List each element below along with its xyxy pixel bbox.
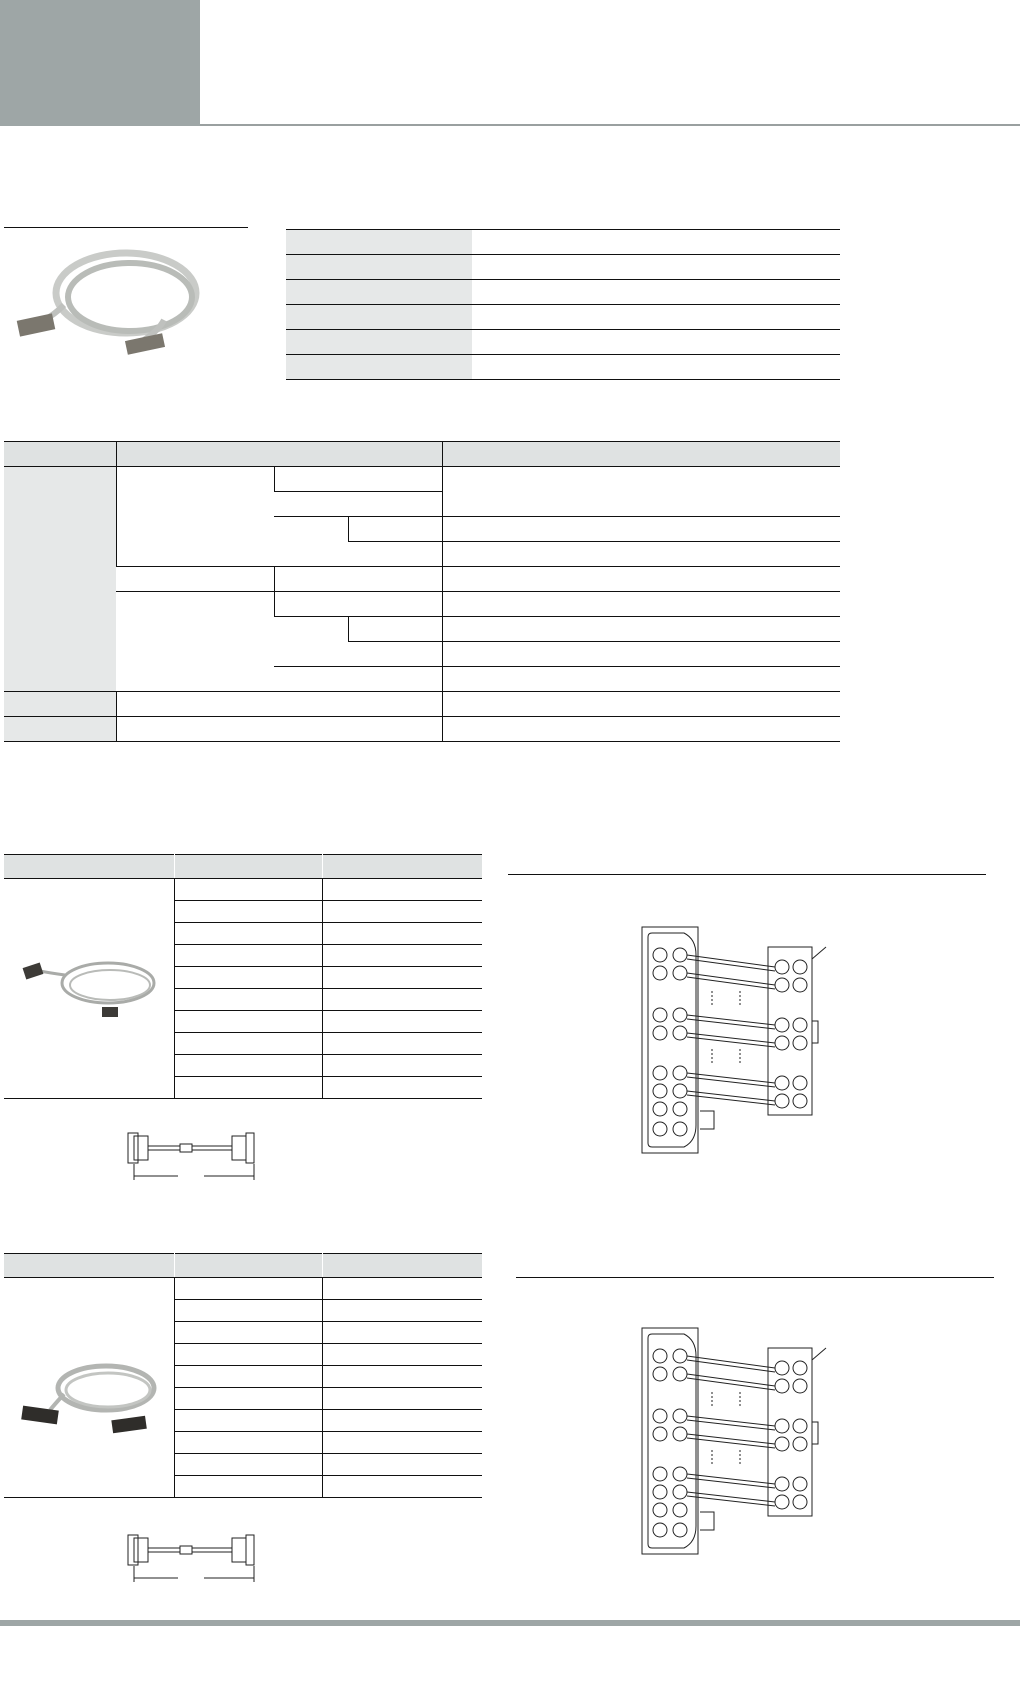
pin-circle (673, 1467, 687, 1481)
table-row (4, 1278, 482, 1300)
pin-circle (673, 966, 687, 980)
pin-circle (793, 1437, 807, 1451)
length-cell (322, 1476, 482, 1498)
dsub-shell (648, 1334, 696, 1548)
pin-circle (793, 978, 807, 992)
pin-circle (793, 1094, 807, 1108)
length-cell (322, 1278, 482, 1300)
table-row (4, 879, 482, 901)
pin-circle (673, 1122, 687, 1136)
model-cell (174, 1432, 322, 1454)
length-cell (322, 1454, 482, 1476)
model-cell (174, 879, 322, 901)
model-cell (174, 1366, 322, 1388)
pin-circle (793, 1361, 807, 1375)
header-cell (174, 855, 322, 879)
table-row (4, 567, 840, 592)
length-cell (322, 879, 482, 901)
pin-circle (653, 1367, 667, 1381)
model-cell (174, 901, 322, 923)
pin-circle (653, 1349, 667, 1363)
pin-circle (775, 1361, 789, 1375)
length-cell (322, 1410, 482, 1432)
pin1-indicator (812, 947, 826, 959)
spec-key-cell (286, 330, 472, 355)
pin-circle (653, 1102, 667, 1116)
dimension-drawing-1 (120, 1128, 270, 1188)
spec-key-cell (286, 305, 472, 330)
cable-photo-model-2 (20, 1358, 160, 1438)
pin-circle (673, 1409, 687, 1423)
model-cell (174, 967, 322, 989)
pin-circle (793, 1036, 807, 1050)
spec-key-cell (286, 280, 472, 305)
spec-row (286, 355, 840, 380)
pin-circle (775, 1437, 789, 1451)
pin-circle (793, 1495, 807, 1509)
header-cell (4, 855, 174, 879)
pin-circle (775, 1094, 789, 1108)
wiring-section-rule-1 (508, 874, 986, 875)
model-cell (174, 1011, 322, 1033)
model-cell (174, 1077, 322, 1099)
length-cell (322, 1366, 482, 1388)
spec-row (286, 230, 840, 255)
spec-value-cell (472, 230, 840, 255)
pin-circle (793, 1379, 807, 1393)
pin-circle (673, 1084, 687, 1098)
length-cell (322, 1300, 482, 1322)
pin-circle (775, 978, 789, 992)
length-cell (322, 989, 482, 1011)
spec-row (286, 255, 840, 280)
model-cell (174, 989, 322, 1011)
dsub-connector-outline (642, 927, 698, 1153)
pin-circle (793, 960, 807, 974)
model-cell (174, 1344, 322, 1366)
spec-value-cell (472, 330, 840, 355)
model-table-header (4, 1254, 482, 1278)
pin-circle (673, 1026, 687, 1040)
model-cell (174, 1410, 322, 1432)
spec-key-cell (286, 255, 472, 280)
header-cell (322, 855, 482, 879)
spec-value-cell (472, 355, 840, 380)
pin-circle (775, 960, 789, 974)
pin-circle (673, 1523, 687, 1537)
table-row (4, 692, 840, 717)
model-cell (174, 1476, 322, 1498)
header-key (812, 1422, 818, 1444)
pin-circle (775, 1419, 789, 1433)
cable-photo-model-1 (20, 955, 160, 1025)
dsub-connector-outline (642, 1328, 698, 1554)
pin-circle (775, 1036, 789, 1050)
pin-circle (653, 966, 667, 980)
pin-circle (653, 1008, 667, 1022)
length-cell (322, 1344, 482, 1366)
dimension-drawing-2 (120, 1530, 270, 1590)
header-color-block (0, 0, 200, 126)
pin-circle (775, 1379, 789, 1393)
specification-composite-table (4, 441, 840, 742)
header-cell (4, 1254, 174, 1278)
length-cell (322, 1322, 482, 1344)
pin-circle (775, 1495, 789, 1509)
spec-value-cell (472, 255, 840, 280)
pin-circle (653, 1066, 667, 1080)
length-cell (322, 967, 482, 989)
pin-circle (653, 1427, 667, 1441)
length-cell (322, 1055, 482, 1077)
spec-key-cell (286, 355, 472, 380)
pin-circle (673, 1349, 687, 1363)
model-cell (174, 1033, 322, 1055)
shield-bracket (700, 1512, 714, 1530)
length-cell (322, 901, 482, 923)
pin-circle (775, 1477, 789, 1491)
pin-circle (793, 1076, 807, 1090)
pin-circle (653, 1485, 667, 1499)
pin-circle (775, 1018, 789, 1032)
spec-row (286, 280, 840, 305)
footer-rule (0, 1620, 1020, 1626)
pin1-indicator (812, 1348, 826, 1360)
spec-value-cell (472, 305, 840, 330)
pin-circle (673, 1485, 687, 1499)
model-cell (174, 1454, 322, 1476)
model-cell (174, 1322, 322, 1344)
model-cell (174, 945, 322, 967)
pin-circle (673, 1066, 687, 1080)
composite-table-header (4, 442, 840, 467)
pin-circle (653, 1122, 667, 1136)
specifications-table (286, 229, 840, 380)
pin-circle (653, 1503, 667, 1517)
pin-circle (653, 948, 667, 962)
pin-circle (653, 1084, 667, 1098)
cable-photo-large (14, 245, 204, 365)
spec-value-cell (472, 280, 840, 305)
pin-circle (673, 1008, 687, 1022)
table-row (4, 592, 840, 617)
spec-row (286, 330, 840, 355)
pin-circle (793, 1018, 807, 1032)
dsub-shell (648, 933, 696, 1147)
header-key (812, 1021, 818, 1043)
model-cell (174, 1055, 322, 1077)
length-cell (322, 1388, 482, 1410)
photo-section-rule (4, 227, 248, 228)
header-cell (174, 1254, 322, 1278)
pin-circle (775, 1076, 789, 1090)
length-cell (322, 1077, 482, 1099)
length-cell (322, 1011, 482, 1033)
length-cell (322, 945, 482, 967)
pin-circle (673, 1102, 687, 1116)
model-cell (174, 1300, 322, 1322)
model-cell (174, 1388, 322, 1410)
wiring-section-rule-2 (516, 1277, 994, 1278)
header-rule (200, 124, 1020, 126)
wiring-diagram-1 (640, 925, 870, 1157)
length-cell (322, 1432, 482, 1454)
pin-circle (653, 1467, 667, 1481)
model-cell (174, 923, 322, 945)
length-cell (322, 923, 482, 945)
spec-key-cell (286, 230, 472, 255)
pin-circle (793, 1477, 807, 1491)
pin-circle (673, 948, 687, 962)
spec-row (286, 305, 840, 330)
wiring-diagram-2 (640, 1326, 870, 1558)
pin-circle (673, 1503, 687, 1517)
length-cell (322, 1033, 482, 1055)
shield-bracket (700, 1111, 714, 1129)
header-cell (322, 1254, 482, 1278)
pin-circle (653, 1523, 667, 1537)
pin-circle (793, 1419, 807, 1433)
model-cell (174, 1278, 322, 1300)
pin-circle (673, 1367, 687, 1381)
pin-circle (673, 1427, 687, 1441)
model-table-header (4, 855, 482, 879)
pin-circle (653, 1026, 667, 1040)
pin-circle (653, 1409, 667, 1423)
table-row (4, 467, 840, 492)
table-row (4, 717, 840, 742)
